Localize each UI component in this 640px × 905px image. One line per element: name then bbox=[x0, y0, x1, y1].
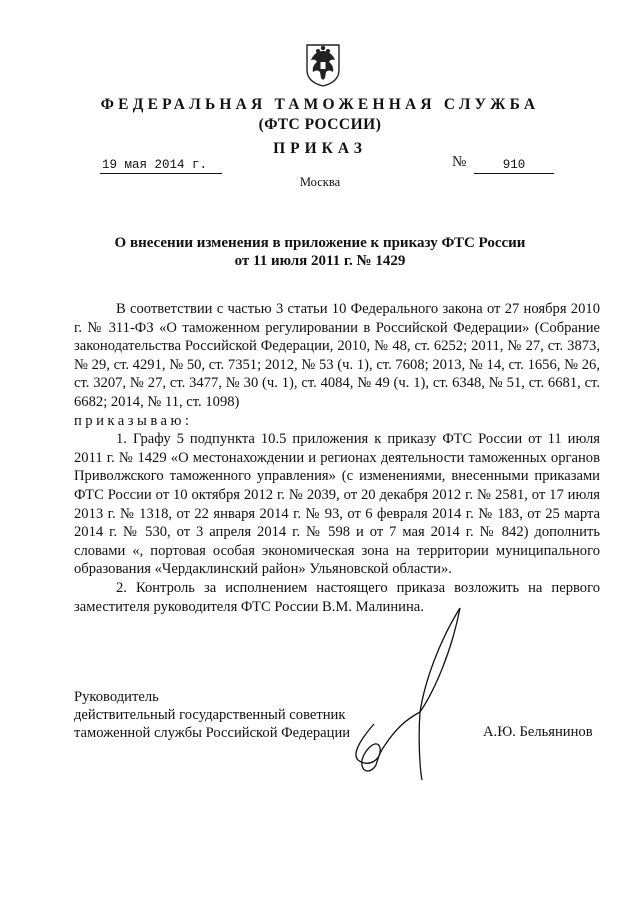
number-sign: № bbox=[452, 154, 467, 170]
agency-name: ФЕДЕРАЛЬНАЯ ТАМОЖЕННАЯ СЛУЖБА bbox=[100, 96, 540, 113]
coat-of-arms-icon bbox=[303, 42, 343, 88]
order-item-1: 1. Графу 5 подпункта 10.5 приложения к приказу ФТС России от 11 июля 2011 г. № 1429 «О местонахождении и регионах деятельности таможенных органов Приволжского таможенного управления» (с изменениями, внесенными приказами ФТС России от 10 октября 2012 г. № 2039, от 20 декабря 2012 г. № 2581, от 17 июля 2013 г. № 1318, от 22 января 2014 г. № 93, от 6 февраля 2014 г. № 183, от 25 марта 2014 г. № 530, от 3 апреля 2014 г. № 598 и от 7 мая 2014 г. № 842) дополнить словами «, портовая особая экономическая зона на территории муниципального образования «Чердаклинский район» Ульяновской области». bbox=[74, 431, 600, 578]
preamble: В соответствии с частью 3 статьи 10 Федерального закона от 27 ноября 2010 г. № 311-ФЗ «О таможенном регулировании в Российской Федерации» (Собрание законодательства Российской Федерации, 2010, № 48, ст. 6252; 2011, № 27, ст. 3873, № 29, ст. 4291, № 50, ст. 7351; 2012, № 53 (ч. 1), ст. 7608; 2013, № 14, ст. 1656, № 26, ст. 3207, № 27, ст. 3477, № 30 (ч. 1), ст. 4084, № 49 (ч. 1), ст. 6348, № 51, ст. 6681, ст. 6682; 2014, № 11, ст. 1098) bbox=[74, 301, 600, 410]
order-number: 910 bbox=[474, 158, 554, 174]
subject-line-2: от 11 июля 2011 г. № 1429 bbox=[234, 253, 406, 269]
agency-abbreviation: (ФТС РОССИИ) bbox=[258, 116, 382, 133]
order-word: приказываю: bbox=[74, 412, 193, 429]
handwritten-signature-icon bbox=[340, 600, 480, 800]
city: Москва bbox=[299, 175, 341, 189]
subject-line-1: О внесении изменения в приложение к приказу ФТС России bbox=[114, 235, 526, 251]
order-item-2: 2. Контроль за исполнением настоящего приказа возложить на первого заместителя руководителя ФТС России В.М. Малинина. bbox=[74, 579, 600, 615]
signatory-title bbox=[74, 688, 350, 743]
order-subject bbox=[0, 234, 640, 270]
signatory-name: А.Ю. Бельянинов bbox=[483, 724, 593, 740]
title-line-1: Руководитель bbox=[74, 689, 159, 705]
order-date: 19 мая 2014 г. bbox=[100, 158, 222, 174]
order-body bbox=[74, 300, 600, 616]
document-type: ПРИКАЗ bbox=[273, 140, 367, 157]
title-line-3: таможенной службы Российской Федерации bbox=[74, 725, 351, 742]
title-line-2: действительный государственный советник bbox=[74, 707, 346, 724]
